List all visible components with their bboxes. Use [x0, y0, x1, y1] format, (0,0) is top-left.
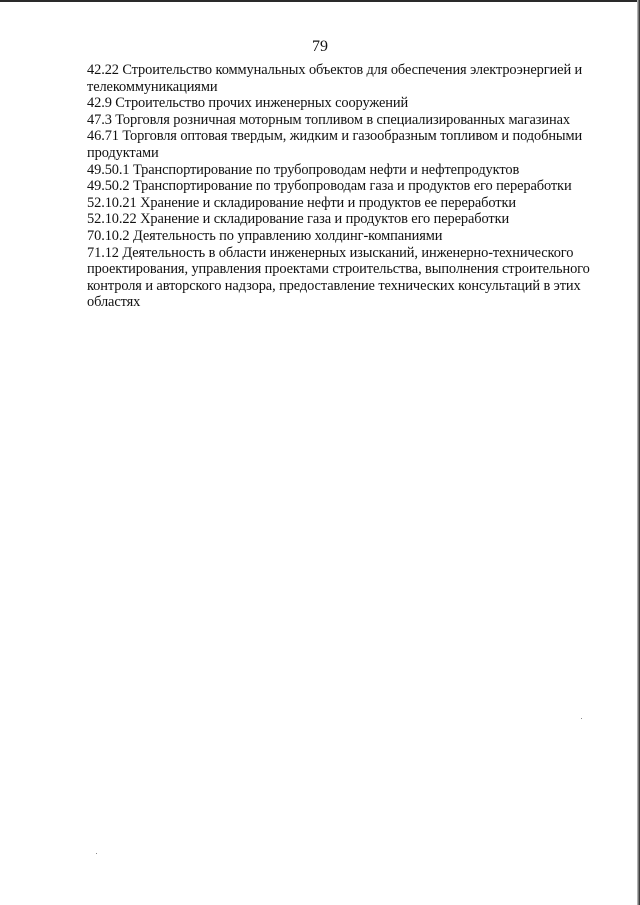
activity-entry-42-9: 42.9 Строительство прочих инженерных сооружений — [87, 95, 409, 112]
activity-entry-70-10-2: 70.10.2 Деятельность по управлению холдинг-компаниями — [87, 227, 443, 244]
activity-entry-52-10-21: 52.10.21 Хранение и складирование нефти и продуктов ее переработки — [87, 194, 516, 211]
scan-speck — [581, 718, 582, 719]
activity-entry-42-22: 42.22 Строительство коммунальных объектов для обеспечения электроэнергией и телекоммуникациями — [87, 62, 583, 95]
page-number: 79 — [312, 38, 328, 55]
scan-speck — [96, 853, 97, 854]
activity-entry-49-50-1: 49.50.1 Транспортирование по трубопроводам нефти и нефтепродуктов — [87, 161, 520, 178]
activity-entry-49-50-2: 49.50.2 Транспортирование по трубопроводам газа и продуктов его переработки — [87, 178, 572, 195]
activity-entry-47-3: 47.3 Торговля розничная моторным топливом в специализированных магазинах — [87, 111, 570, 128]
activity-entry-52-10-22: 52.10.22 Хранение и складирование газа и продуктов его переработки — [87, 211, 510, 228]
activity-entry-71-12: 71.12 Деятельность в области инженерных изысканий, инженерно-технического проектирования, управления проектами строительства, выполнения строительного контроля и авторского надзора, предоставление технических консультаций в этих областях — [87, 244, 590, 311]
activity-code-list — [87, 62, 609, 311]
scan-top-edge — [0, 0, 640, 2]
activity-entry-46-71: 46.71 Торговля оптовая твердым, жидким и газообразным топливом и подобными продуктами — [87, 128, 583, 161]
